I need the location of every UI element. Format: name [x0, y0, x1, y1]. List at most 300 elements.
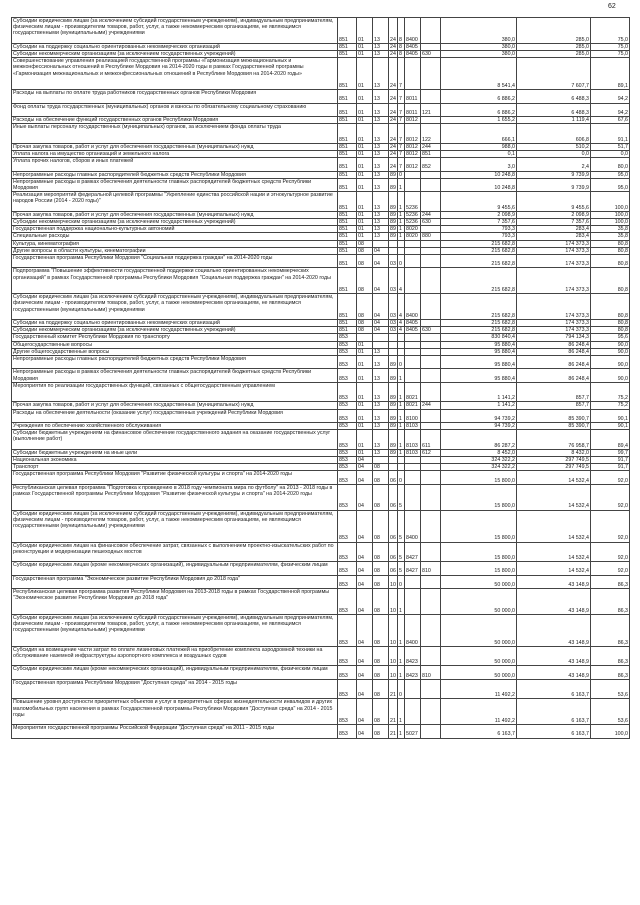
expense-type-cell [421, 422, 441, 429]
target-article-subprogram-cell: 5 [398, 542, 405, 562]
target-article-subprogram-cell: 1 [398, 402, 405, 409]
target-article-direction-cell [405, 575, 421, 588]
table-row [12, 192, 630, 212]
expense-type-cell: 122 [421, 124, 441, 144]
subsection-code-cell: 13 [373, 51, 389, 58]
target-article-subprogram-cell: 1 [398, 430, 405, 450]
row-name-cell: Прочая закупка товаров, работ и услуг для обеспечения государственных (муниципальных) нужд [12, 143, 338, 150]
subsection-code-cell: 13 [373, 171, 389, 178]
execution-percent-cell: 53,6 [591, 699, 630, 725]
ved-code-cell: 853 [338, 484, 357, 510]
row-name-cell: Повышение уровня доступности приоритетных объектов и услуг в приоритетных сферах жизнедеятельности инвалидов и других маломобильных групп населения в рамках Государственной программы Республики Мордовия "Доступная среда" на 2014 - 2015 годы [12, 699, 338, 725]
row-name-cell: Другие общегосударственные вопросы [12, 348, 338, 355]
expense-type-cell [421, 192, 441, 212]
expense-type-cell [421, 18, 441, 44]
row-name-cell: Реализация мероприятий федеральной целевой программы "Укрепление единства российской нации и этнокультурное развитие народов России (2014 - 2020 годы)" [12, 192, 338, 212]
subsection-code-cell: 13 [373, 90, 389, 103]
expense-type-cell [421, 614, 441, 646]
target-article-direction-cell [405, 699, 421, 725]
execution-percent-cell: 86,3 [591, 666, 630, 679]
row-name-cell: Мероприятия по реализации государственных функций, связанных с общегосударственным управлением [12, 382, 338, 402]
ved-code-cell: 851 [338, 268, 357, 294]
ved-code-cell: 853 [338, 449, 357, 456]
subsection-code-cell: 13 [373, 116, 389, 123]
target-article-program-cell: 21 [389, 699, 398, 725]
row-name-cell: Совершенствование управления реализацией государственной программы «Гармонизация межнациональных и межконфессиональных отношений в Республике Мордовия на 2014-2020 годы в рамках Государственной программы «Гармонизация межнациональных и межконфессиональных отношений в Республике Мордовия на 2014-2020 годы» [12, 58, 338, 90]
subsection-code-cell: 13 [373, 422, 389, 429]
executed-amount-cell: 14 532,4 [517, 471, 591, 484]
section-code-cell: 01 [357, 211, 373, 218]
target-article-program-cell: 24 [389, 58, 398, 90]
section-code-cell: 04 [357, 699, 373, 725]
execution-percent-cell: 92,0 [591, 562, 630, 575]
subsection-code-cell: 13 [373, 143, 389, 150]
execution-percent-cell: 80,8 [591, 247, 630, 254]
ved-code-cell: 851 [338, 116, 357, 123]
table-row [12, 240, 630, 247]
table-row [12, 510, 630, 542]
executed-amount-cell: 174 373,3 [517, 319, 591, 326]
row-name-cell: Субсидии бюджетным учреждениям на финансовое обеспечение государственного задания на оказание государственных услуг (выполнение работ) [12, 430, 338, 450]
executed-amount-cell: 174 373,3 [517, 240, 591, 247]
table-row [12, 334, 630, 341]
target-article-direction-cell [405, 247, 421, 254]
table-row [12, 422, 630, 429]
executed-amount-cell: 297 749,5 [517, 464, 591, 471]
table-row [12, 255, 630, 268]
executed-amount-cell: 43 148,9 [517, 575, 591, 588]
approved-amount-cell: 15 800,0 [441, 562, 517, 575]
target-article-program-cell: 06 [389, 471, 398, 484]
execution-percent-cell: 86,3 [591, 614, 630, 646]
subsection-code-cell: 08 [373, 666, 389, 679]
subsection-code-cell: 13 [373, 348, 389, 355]
expense-type-cell [421, 484, 441, 510]
ved-code-cell: 853 [338, 510, 357, 542]
section-code-cell: 04 [357, 471, 373, 484]
ved-code-cell: 853 [338, 430, 357, 450]
row-name-cell: Субсидии некоммерческим организациям (за исключением государственных учреждений) [12, 327, 338, 334]
target-article-direction-cell: 8405 [405, 43, 421, 50]
target-article-program-cell [389, 240, 398, 247]
target-article-program-cell: 24 [389, 124, 398, 144]
row-name-cell: Государственный комитет Республики Мордовия по транспорту [12, 334, 338, 341]
expense-type-cell: 880 [421, 233, 441, 240]
target-article-direction-cell: 8020 [405, 226, 421, 233]
executed-amount-cell: 174 373,3 [517, 268, 591, 294]
target-article-program-cell: 21 [389, 725, 398, 738]
approved-amount-cell: 15 800,0 [441, 471, 517, 484]
row-name-cell: Транспорт [12, 464, 338, 471]
row-name-cell: Национальная экономика [12, 456, 338, 463]
target-article-direction-cell: 8021 [405, 382, 421, 402]
execution-percent-cell: 80,8 [591, 319, 630, 326]
subsection-code-cell: 08 [373, 510, 389, 542]
target-article-direction-cell: 8400 [405, 294, 421, 320]
row-name-cell: Субсидии юридическим лицам (за исключением субсидий государственным учреждениям), индивидуальным предпринимателям, физическим лицам - производителям товаров, работ, услуг, а также некоммерческим организациям, не являющимся государственными (муниципальными) учреждениями [12, 510, 338, 542]
approved-amount-cell: 0,1 [441, 150, 517, 157]
target-article-program-cell: 10 [389, 646, 398, 666]
approved-amount-cell: 215 682,8 [441, 255, 517, 268]
execution-percent-cell: 35,8 [591, 226, 630, 233]
expense-type-cell: 121 [421, 103, 441, 116]
executed-amount-cell: 14 532,4 [517, 484, 591, 510]
expense-type-cell [421, 679, 441, 699]
executed-amount-cell: 6 163,7 [517, 725, 591, 738]
table-row [12, 725, 630, 738]
target-article-direction-cell: 8012 [405, 116, 421, 123]
section-code-cell: 01 [357, 43, 373, 50]
executed-amount-cell: 9 455,6 [517, 192, 591, 212]
expense-type-cell [421, 341, 441, 348]
execution-percent-cell: 95,0 [591, 171, 630, 178]
table-row [12, 646, 630, 666]
target-article-program-cell: 10 [389, 588, 398, 614]
target-article-subprogram-cell: 7 [398, 143, 405, 150]
subsection-code-cell: 13 [373, 402, 389, 409]
target-article-direction-cell [405, 484, 421, 510]
table-row [12, 124, 630, 144]
target-article-program-cell: 89 [390, 218, 396, 225]
subsection-code-cell: 08 [373, 464, 389, 471]
table-row [12, 369, 630, 382]
table-row [12, 18, 630, 44]
expense-type-cell: 611 [421, 430, 441, 450]
expense-type-cell: 810 [421, 562, 441, 575]
row-name-cell: Расходы на обеспечение функций государственных органов Республики Мордовия [12, 116, 338, 123]
target-article-program-cell: 89 [390, 226, 396, 233]
execution-percent-cell: 94,2 [591, 90, 630, 103]
expense-type-cell [421, 294, 441, 320]
target-article-subprogram-cell [398, 247, 405, 254]
target-article-program-cell: 24 [390, 150, 396, 157]
row-name-cell: Учреждения по обеспечению хозяйственного обслуживания [12, 422, 338, 429]
execution-percent-cell: 75,2 [591, 402, 630, 409]
executed-amount-cell: 76 958,7 [517, 430, 591, 450]
target-article-direction-cell: 8427 [405, 562, 421, 575]
target-article-subprogram-cell: 8 [398, 18, 405, 44]
target-article-subprogram-cell: 1 [398, 211, 405, 218]
subsection-code-cell [373, 240, 389, 247]
row-name-cell: Государственная программа Республики Мордовия "Доступная среда" на 2014 - 2015 годы [12, 679, 338, 699]
expense-type-cell [421, 471, 441, 484]
target-article-subprogram-cell: 1 [398, 218, 405, 225]
section-code-cell: 01 [357, 226, 373, 233]
approved-amount-cell: 793,3 [441, 233, 517, 240]
target-article-subprogram-cell: 1 [398, 422, 405, 429]
expense-type-cell: 630 [421, 51, 441, 58]
approved-amount-cell: 15 800,0 [441, 484, 517, 510]
table-row [12, 348, 630, 355]
expense-type-cell [421, 382, 441, 402]
target-article-program-cell: 24 [390, 43, 396, 50]
target-article-direction-cell [405, 679, 421, 699]
expense-type-cell [421, 588, 441, 614]
subsection-code-cell [373, 334, 389, 341]
section-code-cell: 08 [357, 255, 373, 268]
table-row [12, 247, 630, 254]
target-article-subprogram-cell: 1 [398, 233, 405, 240]
executed-amount-cell: 14 532,4 [517, 542, 591, 562]
table-row [12, 542, 630, 562]
expense-type-cell [421, 247, 441, 254]
approved-amount-cell: 215 682,8 [441, 240, 517, 247]
table-row [12, 484, 630, 510]
subsection-code-cell: 04 [373, 327, 389, 334]
approved-amount-cell: 324 322,2 [441, 464, 517, 471]
subsection-code-cell [373, 341, 389, 348]
target-article-program-cell: 89 [389, 409, 398, 422]
expense-type-cell: 851 [421, 150, 441, 157]
ved-code-cell: 851 [338, 51, 357, 58]
table-row [12, 382, 630, 402]
approved-amount-cell: 793,3 [441, 226, 517, 233]
row-name-cell: Республиканская целевая программа "Подготовка к проведению в 2018 году чемпионата мира по футболу" на 2013 - 2018 годы в рамках Государственной программы Республики Мордовия "Развитие физической культуры и спорта" на 2014-2020 годы [12, 484, 338, 510]
approved-amount-cell: 8 452,0 [441, 449, 517, 456]
target-article-program-cell [389, 456, 398, 463]
ved-code-cell: 851 [338, 171, 357, 178]
executed-amount-cell: 7 607,7 [517, 58, 591, 90]
target-article-program-cell: 89 [389, 369, 398, 382]
target-article-subprogram-cell: 8 [398, 51, 405, 58]
expense-type-cell [421, 240, 441, 247]
approved-amount-cell: 15 800,0 [441, 510, 517, 542]
row-name-cell: Прочая закупка товаров, работ и услуг для обеспечения государственных (муниципальных) нужд [12, 402, 338, 409]
target-article-subprogram-cell: 1 [398, 178, 405, 191]
approved-amount-cell: 380,0 [441, 43, 517, 50]
target-article-program-cell: 03 [389, 255, 398, 268]
section-code-cell: 08 [357, 319, 373, 326]
ved-code-cell: 853 [338, 471, 357, 484]
executed-amount-cell: 43 148,9 [517, 588, 591, 614]
target-article-direction-cell: 8011 [405, 90, 421, 103]
target-article-subprogram-cell: 8 [398, 43, 405, 50]
executed-amount-cell: 85 390,7 [517, 409, 591, 422]
execution-percent-cell: 95,6 [591, 334, 630, 341]
target-article-direction-cell [405, 255, 421, 268]
table-row [12, 327, 630, 334]
execution-percent-cell: 91,7 [591, 456, 630, 463]
execution-percent-cell: 90,0 [591, 369, 630, 382]
section-code-cell: 01 [357, 178, 373, 191]
ved-code-cell: 853 [338, 614, 357, 646]
ved-code-cell: 851 [338, 218, 357, 225]
table-row [12, 402, 630, 409]
table-row [12, 116, 630, 123]
row-name-cell: Государственная поддержка национально-культурных автономий [12, 226, 338, 233]
executed-amount-cell: 2 098,9 [517, 211, 591, 218]
target-article-direction-cell [405, 369, 421, 382]
ved-code-cell: 853 [338, 666, 357, 679]
expense-type-cell [421, 356, 441, 369]
target-article-program-cell: 89 [390, 449, 396, 456]
expense-type-cell [421, 464, 441, 471]
target-article-direction-cell [405, 240, 421, 247]
row-name-cell: Субсидии юридическим лицам (за исключением субсидий государственным учреждениям), индивидуальным предпринимателям, физическим лицам - производителям товаров, работ, услуг, а также некоммерческим организациям, не являющимся государственными (муниципальными) учреждениями [12, 294, 338, 320]
target-article-subprogram-cell: 1 [398, 725, 405, 738]
expense-type-cell [421, 43, 441, 50]
execution-percent-cell: 90,0 [591, 356, 630, 369]
executed-amount-cell: 174 373,3 [517, 255, 591, 268]
approved-amount-cell: 94 739,2 [441, 422, 517, 429]
subsection-code-cell [373, 456, 389, 463]
target-article-direction-cell: 8405 [405, 327, 421, 334]
executed-amount-cell: 857,7 [517, 382, 591, 402]
row-name-cell: Специальные расходы [12, 233, 338, 240]
target-article-direction-cell [405, 171, 421, 178]
approved-amount-cell: 86 287,2 [441, 430, 517, 450]
page-number: 62 [608, 3, 616, 10]
subsection-code-cell: 08 [373, 471, 389, 484]
execution-percent-cell: 75,0 [591, 43, 630, 50]
execution-percent-cell: 91,7 [591, 464, 630, 471]
execution-percent-cell: 94,2 [591, 103, 630, 116]
target-article-direction-cell: 8103 [405, 422, 421, 429]
target-article-program-cell: 89 [389, 356, 398, 369]
section-code-cell: 08 [357, 240, 373, 247]
target-article-direction-cell: 5236 [405, 211, 421, 218]
row-name-cell: Непрограммные расходы главных распорядителей бюджетных средств Республики Мордовия [12, 171, 338, 178]
row-name-cell: Субсидии юридическим лицам (кроме некоммерческих организаций), индивидуальным предпринимателям, физическим лицам [12, 666, 338, 679]
row-name-cell: Государственная программа Республики Мордовия "Развитие физической культуры и спорта" на 2014-2020 годы [12, 471, 338, 484]
target-article-subprogram-cell: 4 [398, 319, 405, 326]
row-name-cell: Субсидия на возмещение части затрат по оплате лизинговых платежей на приобретение комплекта аэродромной техники на обслуживание наземной инфраструктуры аэропортного комплекса и воздушных судов [12, 646, 338, 666]
approved-amount-cell: 50 000,0 [441, 575, 517, 588]
target-article-subprogram-cell: 0 [398, 255, 405, 268]
target-article-subprogram-cell: 4 [398, 327, 405, 334]
expense-type-cell: 244 [421, 211, 441, 218]
target-article-program-cell: 21 [389, 679, 398, 699]
section-code-cell: 04 [357, 666, 373, 679]
execution-percent-cell: 80,8 [591, 255, 630, 268]
subsection-code-cell: 13 [373, 43, 389, 50]
execution-percent-cell: 51,7 [591, 143, 630, 150]
target-article-direction-cell [405, 58, 421, 90]
approved-amount-cell: 11 492,2 [441, 679, 517, 699]
approved-amount-cell: 11 492,2 [441, 699, 517, 725]
ved-code-cell: 853 [338, 562, 357, 575]
expense-type-cell: 630 [421, 327, 441, 334]
expense-type-cell [421, 178, 441, 191]
subsection-code-cell: 08 [373, 699, 389, 725]
section-code-cell: 01 [357, 90, 373, 103]
target-article-program-cell: 03 [390, 319, 396, 326]
target-article-program-cell: 10 [389, 614, 398, 646]
ved-code-cell: 851 [338, 233, 357, 240]
target-article-program-cell: 03 [390, 327, 396, 334]
target-article-program-cell [389, 334, 398, 341]
approved-amount-cell: 830 840,4 [441, 334, 517, 341]
table-row [12, 464, 630, 471]
executed-amount-cell: 9 739,9 [517, 171, 591, 178]
target-article-program-cell: 03 [389, 268, 398, 294]
expense-type-cell [421, 575, 441, 588]
expense-type-cell [421, 542, 441, 562]
executed-amount-cell: 6 163,7 [517, 679, 591, 699]
execution-percent-cell: 53,6 [591, 679, 630, 699]
subsection-code-cell: 04 [373, 255, 389, 268]
subsection-code-cell: 13 [373, 18, 389, 44]
row-name-cell: Уплата налога на имущество организаций и земельного налога [12, 150, 338, 157]
row-name-cell: Уплата прочих налогов, сборов и иных платежей [12, 158, 338, 171]
approved-amount-cell: 95 880,4 [441, 369, 517, 382]
row-name-cell: Непрограммные расходы в рамках обеспечения деятельности главных распорядителей бюджетных средств Республики Мордовия [12, 369, 338, 382]
subsection-code-cell: 13 [373, 449, 389, 456]
row-name-cell: Субсидии юридическим лицам (кроме некоммерческих организаций), индивидуальным предпринимателям, физическим лицам [12, 562, 338, 575]
section-code-cell: 01 [357, 430, 373, 450]
ved-code-cell: 851 [338, 327, 357, 334]
target-article-direction-cell [405, 268, 421, 294]
section-code-cell: 04 [357, 484, 373, 510]
subsection-code-cell: 13 [373, 58, 389, 90]
approved-amount-cell: 380,0 [441, 18, 517, 44]
row-name-cell: Субсидии некоммерческим организациям (за исключением государственных учреждений) [12, 218, 338, 225]
ved-code-cell: 853 [338, 679, 357, 699]
executed-amount-cell: 6 488,3 [517, 103, 591, 116]
subsection-code-cell: 08 [373, 575, 389, 588]
expense-type-cell [421, 58, 441, 90]
table-row [12, 226, 630, 233]
ved-code-cell: 851 [338, 58, 357, 90]
executed-amount-cell: 510,2 [517, 143, 591, 150]
expense-type-cell: 244 [421, 143, 441, 150]
execution-percent-cell: 80,0 [591, 158, 630, 171]
section-code-cell: 01 [357, 124, 373, 144]
execution-percent-cell: 95,0 [591, 178, 630, 191]
approved-amount-cell: 215 682,8 [441, 327, 517, 334]
section-code-cell: 01 [357, 449, 373, 456]
executed-amount-cell: 14 532,4 [517, 562, 591, 575]
target-article-subprogram-cell: 0 [398, 575, 405, 588]
ved-code-cell: 853 [338, 588, 357, 614]
execution-percent-cell: 80,8 [591, 327, 630, 334]
executed-amount-cell: 285,0 [517, 43, 591, 50]
table-row [12, 666, 630, 679]
row-name-cell: Расходы на выплаты по оплате труда работников государственных органов Республики Мордовия [12, 90, 338, 103]
expense-type-cell: 810 [421, 666, 441, 679]
row-name-cell: Общегосударственные вопросы [12, 341, 338, 348]
expense-type-cell [421, 171, 441, 178]
target-article-direction-cell: 8020 [405, 233, 421, 240]
section-code-cell: 01 [357, 422, 373, 429]
execution-percent-cell: 89,1 [591, 58, 630, 90]
table-row [12, 233, 630, 240]
section-code-cell: 01 [357, 103, 373, 116]
approved-amount-cell: 15 800,0 [441, 542, 517, 562]
expense-type-cell [421, 116, 441, 123]
executed-amount-cell: 794 134,3 [517, 334, 591, 341]
ved-code-cell: 851 [338, 211, 357, 218]
expense-type-cell [421, 510, 441, 542]
approved-amount-cell: 94 739,2 [441, 409, 517, 422]
table-row [12, 588, 630, 614]
table-row [12, 103, 630, 116]
target-article-direction-cell: 5027 [405, 725, 421, 738]
execution-percent-cell: 92,0 [591, 542, 630, 562]
subsection-code-cell: 13 [373, 409, 389, 422]
ved-code-cell: 853 [338, 348, 357, 355]
expense-type-cell: 852 [421, 158, 441, 171]
subsection-code-cell: 13 [373, 369, 389, 382]
section-code-cell: 04 [357, 575, 373, 588]
target-article-direction-cell [405, 588, 421, 614]
target-article-subprogram-cell [398, 240, 405, 247]
ved-code-cell: 853 [338, 369, 357, 382]
execution-percent-cell: 90,0 [591, 341, 630, 348]
execution-percent-cell: 35,8 [591, 233, 630, 240]
target-article-program-cell: 10 [389, 666, 398, 679]
section-code-cell: 01 [357, 402, 373, 409]
